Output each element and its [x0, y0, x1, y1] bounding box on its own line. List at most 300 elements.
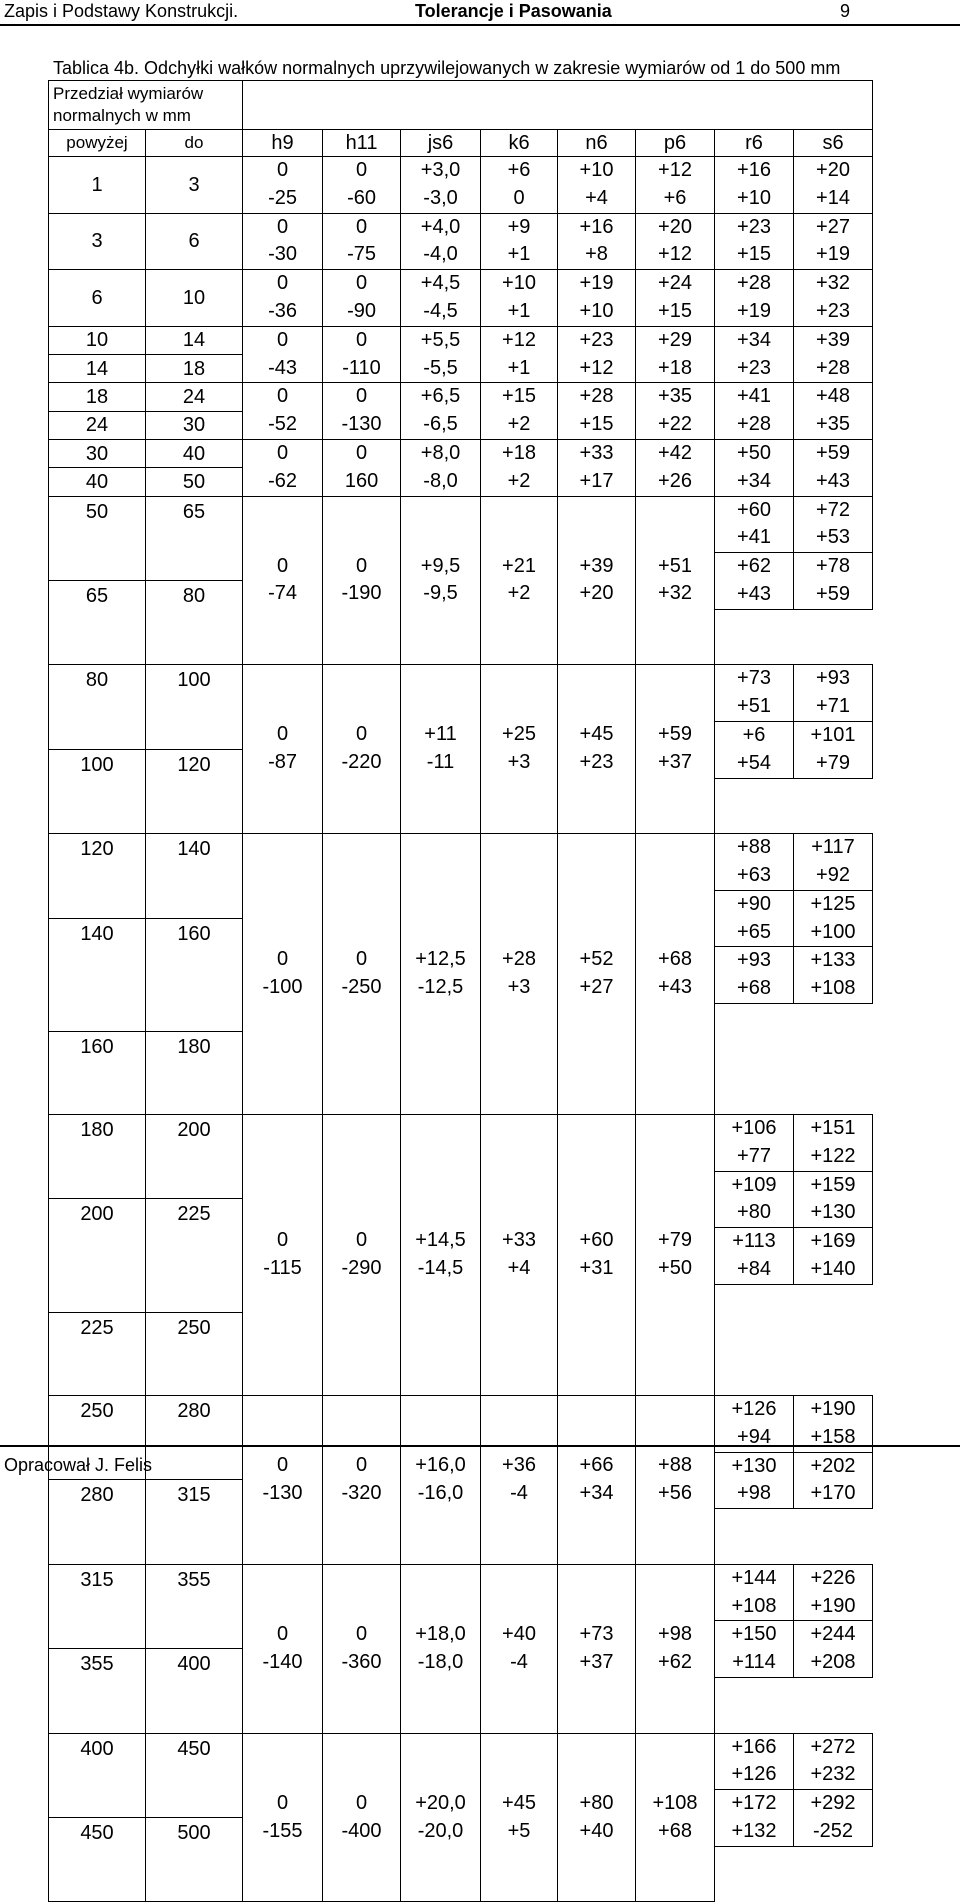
lower-deviation: -140: [262, 1650, 303, 1673]
col-header-p6: p6: [636, 130, 715, 157]
cell-k6: [481, 157, 558, 214]
lower-deviation: -290: [341, 1257, 382, 1280]
range-above: 315: [49, 1564, 146, 1648]
cell-p6: [636, 157, 715, 214]
lower-deviation: +15: [658, 299, 692, 322]
range-to: 40: [146, 439, 243, 467]
lower-deviation: -250: [341, 976, 382, 999]
range-above: 6: [49, 270, 146, 327]
upper-deviation: +23: [579, 328, 614, 351]
cell-k6: [481, 213, 558, 270]
upper-deviation: +10: [579, 159, 614, 181]
lower-deviation: -14,5: [417, 1257, 464, 1280]
upper-deviation: 0: [355, 948, 368, 971]
cell-h11: [323, 383, 401, 440]
cell-r6: [715, 1733, 794, 1790]
upper-deviation: +12,5: [415, 948, 466, 971]
lower-deviation: -36: [268, 299, 297, 322]
lower-deviation: -11: [426, 751, 455, 774]
upper-deviation: +11: [424, 723, 457, 746]
lower-deviation: +208: [810, 1651, 856, 1674]
upper-deviation: +98: [658, 1622, 692, 1645]
lower-deviation: +10: [579, 299, 614, 322]
range-above: 24: [49, 411, 146, 439]
page-header: [0, 0, 960, 26]
lower-deviation: +8: [585, 243, 608, 266]
col-header-h11: h11: [323, 130, 401, 157]
cell-s6: [794, 1115, 873, 1172]
upper-deviation: +130: [731, 1454, 777, 1477]
lower-deviation: -5,5: [423, 356, 458, 379]
lower-deviation: +63: [737, 863, 771, 886]
upper-deviation: 0: [276, 385, 289, 408]
upper-deviation: 0: [355, 385, 368, 408]
col-header-r6: r6: [715, 130, 794, 157]
table-row: [49, 439, 873, 467]
cell-s6: [794, 890, 873, 947]
upper-deviation: 0: [355, 554, 368, 577]
table-row: [49, 1115, 873, 1143]
cell-js6: [401, 665, 481, 834]
upper-deviation: +28: [737, 272, 771, 295]
range-to: 400: [146, 1649, 243, 1733]
lower-deviation: -90: [347, 299, 376, 322]
upper-deviation: +51: [658, 554, 692, 577]
table-row: [49, 383, 873, 411]
lower-deviation: -155: [262, 1819, 303, 1842]
lower-deviation: +12: [658, 243, 692, 266]
range-label-line-1: Przedział wymiarów: [53, 84, 204, 103]
cell-k6: [481, 270, 558, 327]
upper-deviation: 0: [276, 215, 289, 238]
upper-deviation: +8,0: [420, 441, 461, 464]
tolerance-table: [48, 80, 873, 1902]
upper-deviation: +21: [502, 554, 536, 577]
cell-h9: [243, 834, 323, 1115]
upper-deviation: +36: [502, 1454, 536, 1477]
upper-deviation: +16,0: [415, 1454, 466, 1477]
upper-deviation: +6: [742, 723, 766, 746]
upper-deviation: +172: [731, 1792, 777, 1815]
upper-deviation: +18,0: [415, 1622, 466, 1645]
upper-deviation: +52: [579, 948, 614, 971]
upper-deviation: 0: [276, 554, 289, 577]
lower-deviation: +1: [507, 356, 531, 379]
cell-k6: [481, 1115, 558, 1396]
cell-n6: [558, 1115, 636, 1396]
lower-deviation: +20: [579, 582, 614, 605]
upper-deviation: +9,5: [420, 554, 461, 577]
lower-deviation: +190: [810, 1594, 856, 1617]
lower-deviation: +35: [816, 413, 850, 436]
range-label-cell: [49, 81, 243, 130]
upper-deviation: +106: [731, 1117, 777, 1140]
table-row: [49, 213, 873, 241]
lower-deviation: -12,5: [417, 976, 464, 999]
upper-deviation: 0: [355, 723, 368, 746]
upper-deviation: +93: [737, 949, 771, 972]
cell-k6: [481, 1564, 558, 1733]
table-row: [49, 1396, 873, 1424]
lower-deviation: +23: [816, 299, 850, 322]
lower-deviation: +10: [737, 186, 771, 209]
lower-deviation: +114: [732, 1651, 776, 1674]
cell-s6: [794, 270, 873, 327]
lower-deviation: +126: [731, 1763, 777, 1786]
cell-s6: [794, 665, 873, 722]
upper-deviation: +50: [737, 441, 771, 464]
range-above: 140: [49, 918, 146, 1031]
lower-deviation: -320: [341, 1481, 382, 1504]
lower-deviation: -16,0: [417, 1481, 464, 1504]
range-to: 10: [146, 270, 243, 327]
lower-deviation: -220: [341, 751, 382, 774]
table-title: Tablica 4b. Odchyłki wałków normalnych uprzywilejowanych w zakresie wymiarów od 1 do 500 mm: [53, 58, 841, 78]
upper-deviation: 0: [276, 1454, 289, 1477]
upper-deviation: +12: [502, 328, 536, 351]
tolerance-table-wrap: [48, 80, 873, 1902]
upper-deviation: +3,0: [420, 159, 461, 181]
table-row: [49, 1733, 873, 1761]
range-above: 200: [49, 1199, 146, 1312]
upper-deviation: +68: [658, 948, 692, 971]
cell-s6: [794, 721, 873, 778]
upper-deviation: +15: [502, 385, 536, 408]
upper-deviation: +4,5: [420, 272, 461, 295]
col-header-s6: s6: [794, 130, 873, 157]
range-above: 3: [49, 213, 146, 270]
lower-deviation: +43: [816, 469, 850, 492]
lower-deviation: +1: [507, 299, 531, 322]
upper-deviation: +90: [737, 892, 771, 915]
lower-deviation: -110: [342, 356, 381, 379]
lower-deviation: +140: [810, 1258, 856, 1281]
cell-r6: [715, 1115, 794, 1172]
lower-deviation: -8,0: [423, 469, 458, 492]
upper-deviation: +12: [658, 159, 692, 181]
lower-deviation: -3,0: [423, 186, 458, 209]
upper-deviation: +10: [502, 272, 536, 295]
lower-deviation: +28: [816, 356, 850, 379]
range-to: 100: [146, 665, 243, 749]
cell-k6: [481, 1733, 558, 1902]
cell-p6: [636, 1115, 715, 1396]
upper-deviation: +33: [579, 441, 614, 464]
cell-h11: [323, 1396, 401, 1565]
cell-r6: [715, 1171, 794, 1228]
upper-deviation: +72: [816, 498, 850, 521]
range-to: 280: [146, 1396, 243, 1480]
lower-deviation: +122: [810, 1144, 856, 1167]
lower-deviation: +51: [737, 695, 771, 718]
upper-deviation: +40: [502, 1622, 536, 1645]
upper-deviation: +4,0: [420, 215, 461, 238]
range-above: 10: [49, 326, 146, 354]
table-body: [49, 81, 873, 1902]
upper-deviation: 0: [276, 272, 289, 295]
header-center-title: Tolerancje i Pasowania: [415, 1, 612, 21]
lower-deviation: +80: [737, 1201, 771, 1224]
lower-deviation: +17: [579, 469, 614, 492]
lower-deviation: +19: [737, 299, 771, 322]
upper-deviation: +39: [579, 554, 614, 577]
range-to: 140: [146, 834, 243, 918]
lower-deviation: +41: [737, 526, 771, 549]
lower-deviation: -4: [510, 1650, 528, 1673]
range-to: 18: [146, 355, 243, 383]
upper-deviation: 0: [355, 1229, 368, 1252]
upper-deviation: 0: [355, 328, 368, 351]
upper-deviation: +190: [810, 1398, 856, 1421]
range-above: 1: [49, 157, 146, 214]
upper-deviation: 0: [355, 1791, 368, 1814]
cell-h9: [243, 157, 323, 214]
cell-r6: [715, 890, 794, 947]
upper-deviation: +59: [816, 441, 850, 464]
col-header-above: powyżej: [49, 130, 146, 157]
upper-deviation: 0: [355, 215, 368, 238]
cell-r6: [715, 1621, 794, 1678]
cell-p6: [636, 834, 715, 1115]
upper-deviation: +113: [732, 1230, 776, 1253]
cell-p6: [636, 213, 715, 270]
cell-h9: [243, 439, 323, 496]
cell-s6: [794, 157, 873, 214]
upper-deviation: +14,5: [415, 1229, 466, 1252]
cell-js6: [401, 270, 481, 327]
range-above: 250: [49, 1396, 146, 1480]
range-to: 30: [146, 411, 243, 439]
upper-deviation: +18: [502, 441, 536, 464]
upper-deviation: 0: [355, 272, 368, 295]
cell-js6: [401, 213, 481, 270]
cell-h11: [323, 1115, 401, 1396]
lower-deviation: -115: [263, 1257, 302, 1280]
cell-h9: [243, 383, 323, 440]
cell-h11: [323, 157, 401, 214]
lower-deviation: +26: [658, 469, 692, 492]
col-header-to: do: [146, 130, 243, 157]
cell-n6: [558, 439, 636, 496]
lower-deviation: +54: [737, 751, 771, 774]
lower-deviation: +170: [810, 1482, 856, 1505]
range-to: 65: [146, 496, 243, 580]
upper-deviation: +60: [579, 1229, 614, 1252]
cell-k6: [481, 1396, 558, 1565]
lower-deviation: +37: [579, 1650, 614, 1673]
lower-deviation: +4: [507, 1257, 531, 1280]
range-to: 24: [146, 383, 243, 411]
cell-s6: [794, 1396, 873, 1453]
lower-deviation: +77: [737, 1144, 771, 1167]
cell-js6: [401, 326, 481, 383]
range-above: 30: [49, 439, 146, 467]
upper-deviation: +151: [810, 1117, 856, 1140]
upper-deviation: +88: [737, 836, 771, 859]
upper-deviation: +80: [579, 1791, 614, 1814]
cell-h9: [243, 270, 323, 327]
lower-deviation: +53: [816, 526, 850, 549]
cell-r6: [715, 1396, 794, 1453]
lower-deviation: +40: [579, 1819, 614, 1842]
lower-deviation: +15: [737, 243, 771, 266]
upper-deviation: +34: [737, 328, 771, 351]
lower-deviation: +98: [737, 1482, 771, 1505]
range-to: 355: [146, 1564, 243, 1648]
lower-deviation: +130: [810, 1201, 856, 1224]
lower-deviation: +92: [816, 863, 850, 886]
cell-h11: [323, 834, 401, 1115]
column-header-row: [49, 130, 873, 157]
range-to: 315: [146, 1480, 243, 1564]
cell-h9: [243, 213, 323, 270]
cell-s6: [794, 1228, 873, 1285]
upper-deviation: +29: [658, 328, 692, 351]
upper-deviation: +159: [810, 1173, 856, 1196]
lower-deviation: +3: [507, 976, 531, 999]
lower-deviation: +4: [585, 186, 608, 209]
lower-deviation: +28: [737, 413, 771, 436]
cell-h11: [323, 213, 401, 270]
upper-deviation: +6,5: [420, 385, 461, 408]
cell-r6: [715, 1564, 794, 1621]
upper-deviation: +126: [731, 1398, 777, 1421]
upper-deviation: +20,0: [415, 1791, 466, 1814]
upper-deviation: +150: [731, 1623, 777, 1646]
upper-deviation: +93: [816, 667, 850, 690]
upper-deviation: +48: [816, 385, 850, 408]
upper-deviation: +20: [816, 159, 850, 181]
table-row: [49, 496, 873, 524]
cell-s6: [794, 1621, 873, 1678]
cell-p6: [636, 1564, 715, 1733]
upper-deviation: 0: [276, 1622, 289, 1645]
col-header-h9: h9: [243, 130, 323, 157]
cell-s6: [794, 1564, 873, 1621]
upper-deviation: 0: [355, 1622, 368, 1645]
lower-deviation: +2: [507, 413, 531, 436]
lower-deviation: -400: [341, 1819, 382, 1842]
lower-deviation: -25: [268, 186, 297, 209]
range-above: 50: [49, 496, 146, 580]
upper-deviation: +272: [810, 1735, 856, 1758]
cell-s6: [794, 553, 873, 610]
upper-deviation: +28: [502, 948, 536, 971]
cell-n6: [558, 1564, 636, 1733]
lower-deviation: -18,0: [417, 1650, 464, 1673]
lower-deviation: +37: [658, 751, 692, 774]
cell-r6: [715, 213, 794, 270]
upper-deviation: +133: [810, 949, 856, 972]
cell-n6: [558, 834, 636, 1115]
cell-p6: [636, 665, 715, 834]
lower-deviation: +22: [658, 413, 692, 436]
upper-deviation: 0: [355, 159, 368, 181]
cell-r6: [715, 1228, 794, 1285]
cell-k6: [481, 383, 558, 440]
upper-deviation: +45: [579, 723, 614, 746]
lower-deviation: -75: [347, 243, 376, 266]
cell-n6: [558, 1396, 636, 1565]
upper-deviation: +109: [731, 1173, 777, 1196]
lower-deviation: -60: [347, 186, 376, 209]
range-above: 225: [49, 1312, 146, 1395]
lower-deviation: +27: [579, 976, 614, 999]
lower-deviation: +6: [663, 186, 687, 209]
cell-s6: [794, 496, 873, 553]
lower-deviation: +43: [658, 976, 692, 999]
upper-deviation: +66: [579, 1454, 614, 1477]
upper-deviation: +73: [579, 1622, 614, 1645]
cell-js6: [401, 383, 481, 440]
lower-deviation: +65: [737, 920, 771, 943]
lower-deviation: -130: [341, 413, 382, 436]
upper-deviation: +27: [816, 215, 850, 238]
lower-deviation: -62: [268, 469, 297, 492]
lower-deviation: -4: [510, 1481, 528, 1504]
lower-deviation: +132: [731, 1820, 777, 1843]
cell-s6: [794, 1733, 873, 1790]
range-to: 120: [146, 749, 243, 833]
upper-deviation: +5,5: [420, 328, 461, 351]
cell-k6: [481, 665, 558, 834]
lower-deviation: +32: [658, 582, 692, 605]
cell-h11: [323, 496, 401, 665]
upper-deviation: +125: [810, 892, 856, 915]
lower-deviation: -190: [341, 582, 382, 605]
upper-deviation: +166: [731, 1735, 777, 1758]
cell-r6: [715, 270, 794, 327]
cell-h9: [243, 1733, 323, 1902]
upper-deviation: +79: [658, 1229, 692, 1252]
lower-deviation: +59: [816, 582, 850, 605]
cell-h11: [323, 1733, 401, 1902]
cell-r6: [715, 665, 794, 722]
upper-deviation: +33: [502, 1229, 536, 1252]
cell-js6: [401, 439, 481, 496]
range-above: 160: [49, 1031, 146, 1114]
lower-deviation: +232: [810, 1763, 856, 1786]
table-row: [49, 834, 873, 862]
lower-deviation: +56: [658, 1481, 692, 1504]
cell-p6: [636, 270, 715, 327]
upper-deviation: +117: [811, 836, 855, 859]
footer-author: Opracował J. Felis: [4, 1455, 153, 1475]
cell-s6: [794, 1790, 873, 1847]
cell-h11: [323, 665, 401, 834]
lower-deviation: +34: [737, 469, 771, 492]
range-to: 6: [146, 213, 243, 270]
lower-deviation: -30: [268, 243, 297, 266]
cell-r6: [715, 947, 794, 1004]
upper-deviation: 0: [276, 1791, 289, 1814]
lower-deviation: +68: [737, 977, 771, 1000]
cell-s6: [794, 213, 873, 270]
upper-deviation: +144: [731, 1566, 777, 1589]
lower-deviation: +108: [731, 1594, 777, 1617]
lower-deviation: +50: [658, 1257, 692, 1280]
cell-r6: [715, 1790, 794, 1847]
cell-p6: [636, 439, 715, 496]
upper-deviation: 0: [276, 441, 289, 464]
lower-deviation: -9,5: [423, 582, 458, 605]
upper-deviation: +28: [579, 385, 614, 408]
upper-deviation: 0: [276, 1229, 289, 1252]
cell-h9: [243, 326, 323, 383]
upper-deviation: +202: [810, 1454, 856, 1477]
cell-k6: [481, 496, 558, 665]
cell-js6: [401, 1115, 481, 1396]
